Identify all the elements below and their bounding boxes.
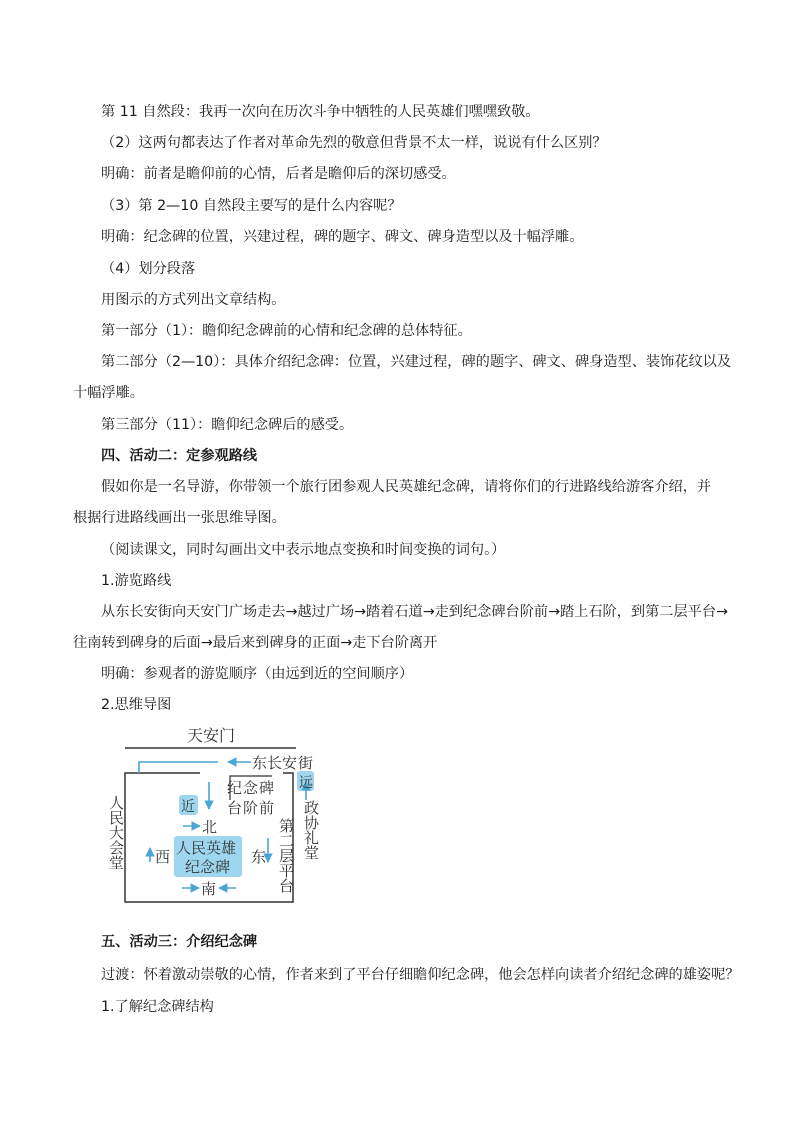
part-3: 第三部分（11）：瞻仰纪念碑后的感受。 (101, 417, 354, 433)
label-jie: 街 (298, 754, 314, 772)
label-jin: 近 (181, 799, 195, 815)
label-steps-bottom: 台阶前 (227, 799, 276, 817)
reading-note: （阅读课文，同时勾画出文中表示地点变换和时间变换的词句。） (101, 542, 506, 558)
question-2: （2）这两句都表达了作者对革命先烈的敬意但背景不太一样，说说有什么区别？ (101, 135, 607, 151)
route-line-1: 从东长安街向天安门广场走去→越过广场→踏着石道→走到纪念碑台阶前→踏上石阶，到第二层平台→ (101, 604, 728, 620)
label-monument-bottom: 纪念碑 (185, 858, 231, 876)
label-renda: 人民大会堂 (107, 795, 125, 870)
section-4-heading: 四、活动二：定参观路线 (101, 448, 258, 464)
paragraph-11-line: 第 11 自然段：我再一次向在历次斗争中牺牲的人民英雄们嘿嘿致敬。 (101, 104, 540, 120)
route-clarify: 明确：参观者的游览顺序（由远到近的空间顺序） (101, 666, 414, 682)
part-2-line-1: 第二部分（2—10）：具体介绍纪念碑：位置，兴建过程，碑的题字、碑文、碑身造型、装饰花纹以及 (101, 354, 732, 370)
label-yuan: 远 (299, 775, 313, 791)
label-nan: 南 (201, 880, 217, 898)
label-zhengxie: 政协礼堂 (302, 800, 320, 860)
label-dong: 东 (251, 848, 267, 866)
label-dongchangan: 东长安 (252, 754, 298, 772)
label-steps-top: 纪念碑 (227, 779, 276, 797)
answer-2: 明确：前者是瞻仰前的心情，后者是瞻仰后的深切感受。 (101, 166, 456, 182)
label-xi: 西 (155, 848, 171, 866)
label-tiananmen: 天安门 (187, 726, 236, 745)
label-bei: 北 (202, 818, 218, 836)
transition-line: 过渡：怀着激动崇敬的心情，作者来到了平台仔细瞻仰纪念碑，他会怎样向读者介绍纪念碑的雄姿呢？ (101, 967, 740, 983)
section-5-heading: 五、活动三：介绍纪念碑 (101, 934, 258, 950)
structure-intro: 用图示的方式列出文章结构。 (101, 292, 286, 308)
label-platform: 第二层平台 (277, 818, 295, 893)
guide-line-1: 假如你是一名导游，你带领一个旅行团参观人民英雄纪念碑，请将你们的行进路线给游客介绍，并 (101, 479, 712, 495)
part-2-line-2: 十幅浮雕。 (73, 385, 144, 401)
answer-3: 明确：纪念碑的位置，兴建过程，碑的题字、碑文、碑身造型以及十幅浮雕。 (101, 229, 584, 245)
guide-line-2: 根据行进路线画出一张思维导图。 (73, 510, 286, 526)
label-monument-top: 人民英雄 (176, 839, 237, 857)
question-4: （4）划分段落 (101, 261, 196, 277)
arrow-street-to-left (139, 762, 218, 773)
mindmap-heading: 2.思维导图 (101, 697, 172, 713)
part-1: 第一部分（1）：瞻仰纪念碑前的心情和纪念碑的总体特征。 (101, 323, 472, 339)
structure-heading: 1.了解纪念碑结构 (101, 999, 214, 1015)
route-heading: 1.游览路线 (101, 573, 172, 589)
route-line-2: 往南转到碑身的后面→最后来到碑身的正面→走下台阶离开 (73, 635, 438, 651)
question-3: （3）第 2—10 自然段主要写的是什么内容呢？ (101, 198, 402, 214)
